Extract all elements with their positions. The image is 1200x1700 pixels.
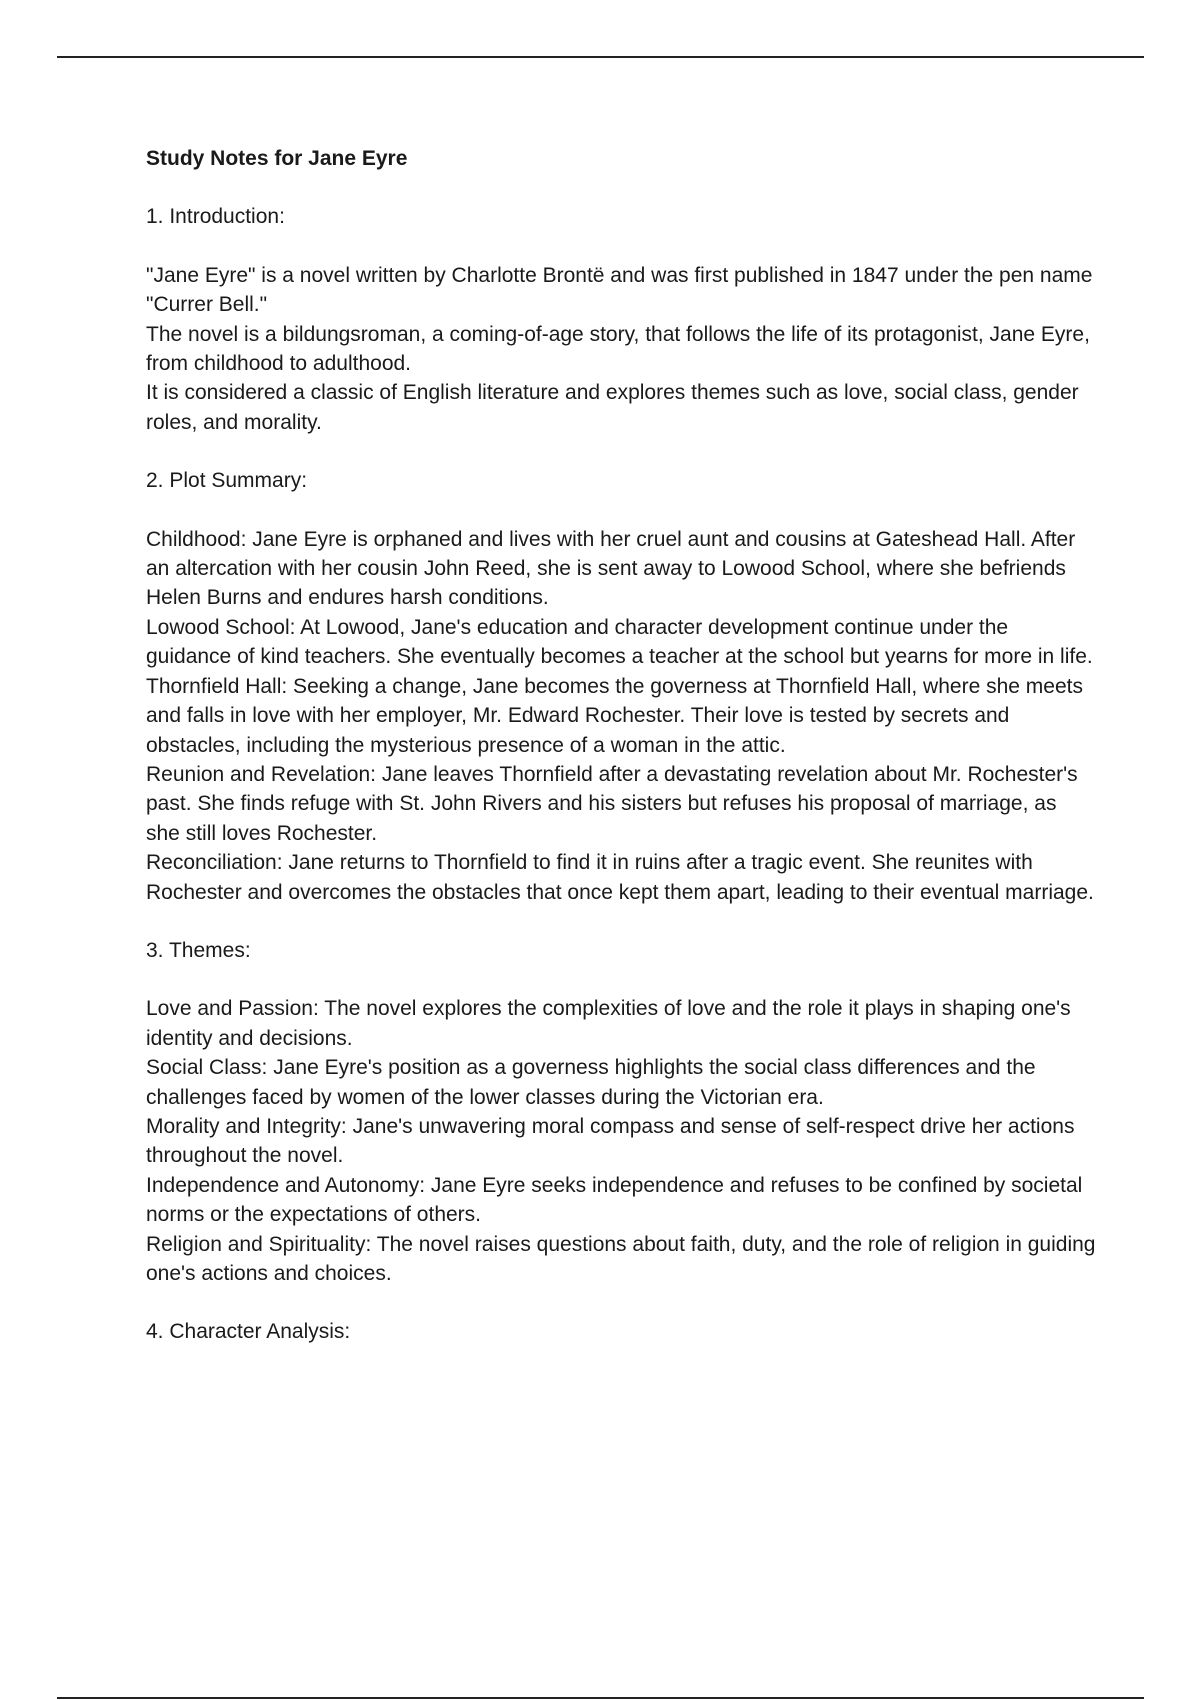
- document-title: Study Notes for Jane Eyre: [146, 147, 408, 170]
- paragraph: Reunion and Revelation: Jane leaves Thornfield after a devastating revelation about Mr. Rochester's past. She finds refuge with St. John Rivers and his sisters but refuses his proposal of marriage, as she still loves Rochester.: [146, 762, 1078, 845]
- section-heading: 2. Plot Summary:: [146, 469, 308, 493]
- section-heading: 3. Themes:: [146, 938, 251, 962]
- section-heading: 1. Introduction:: [146, 205, 285, 229]
- section-heading: 4. Character Analysis:: [146, 1320, 351, 1344]
- page-top-rule: [57, 56, 1144, 58]
- section-introduction: [146, 202, 1096, 437]
- section-plot-summary: [146, 466, 1096, 907]
- page-bottom-rule: [57, 1697, 1144, 1699]
- paragraph: "Jane Eyre" is a novel written by Charlotte Brontë and was first published in 1847 under the pen name "Currer Bell.": [146, 263, 1093, 317]
- paragraph: Lowood School: At Lowood, Jane's education and character development continue under the guidance of kind teachers. She eventually becomes a teacher at the school but yearns for more in life.: [146, 615, 1093, 669]
- paragraph: Thornfield Hall: Seeking a change, Jane becomes the governess at Thornfield Hall, where she meets and falls in love with her employer, Mr. Edward Rochester. Their love is tested by secrets and obstacles, including the mysterious presence of a woman in the attic.: [146, 674, 1083, 757]
- paragraph: Social Class: Jane Eyre's position as a governess highlights the social class differences and the challenges faced by women of the lower classes during the Victorian era.: [146, 1056, 1036, 1109]
- paragraph: Love and Passion: The novel explores the complexities of love and the role it plays in shaping one's identity and decisions.: [146, 997, 1071, 1050]
- section-themes: [146, 936, 1096, 1288]
- section-character-analysis: [146, 1317, 1096, 1346]
- paragraph: The novel is a bildungsroman, a coming-of-age story, that follows the life of its protagonist, Jane Eyre, from childhood to adulthood.: [146, 322, 1090, 376]
- paragraph: Reconciliation: Jane returns to Thornfield to find it in ruins after a tragic event. She reunites with Rochester and overcomes the obstacles that once kept them apart, leading to their eventual marriage.: [146, 851, 1094, 904]
- section-body: [146, 994, 1096, 1288]
- paragraph: Childhood: Jane Eyre is orphaned and lives with her cruel aunt and cousins at Gateshead Hall. After an altercation with her cousin John Reed, she is sent away to Lowood School, where she befriends Helen Burns and endures harsh conditions.: [146, 527, 1076, 610]
- section-body: [146, 525, 1096, 907]
- paragraph: Religion and Spirituality: The novel raises questions about faith, duty, and the role of religion in guiding one's actions and choices.: [146, 1232, 1096, 1285]
- section-body: [146, 261, 1096, 437]
- paragraph: Morality and Integrity: Jane's unwavering moral compass and sense of self-respect drive her actions throughout the novel.: [146, 1114, 1075, 1168]
- document-body: [146, 144, 1096, 1376]
- paragraph: Independence and Autonomy: Jane Eyre seeks independence and refuses to be confined by societal norms or the expectations of others.: [146, 1173, 1083, 1227]
- paragraph: It is considered a classic of English literature and explores themes such as love, social class, gender roles, and morality.: [146, 381, 1079, 434]
